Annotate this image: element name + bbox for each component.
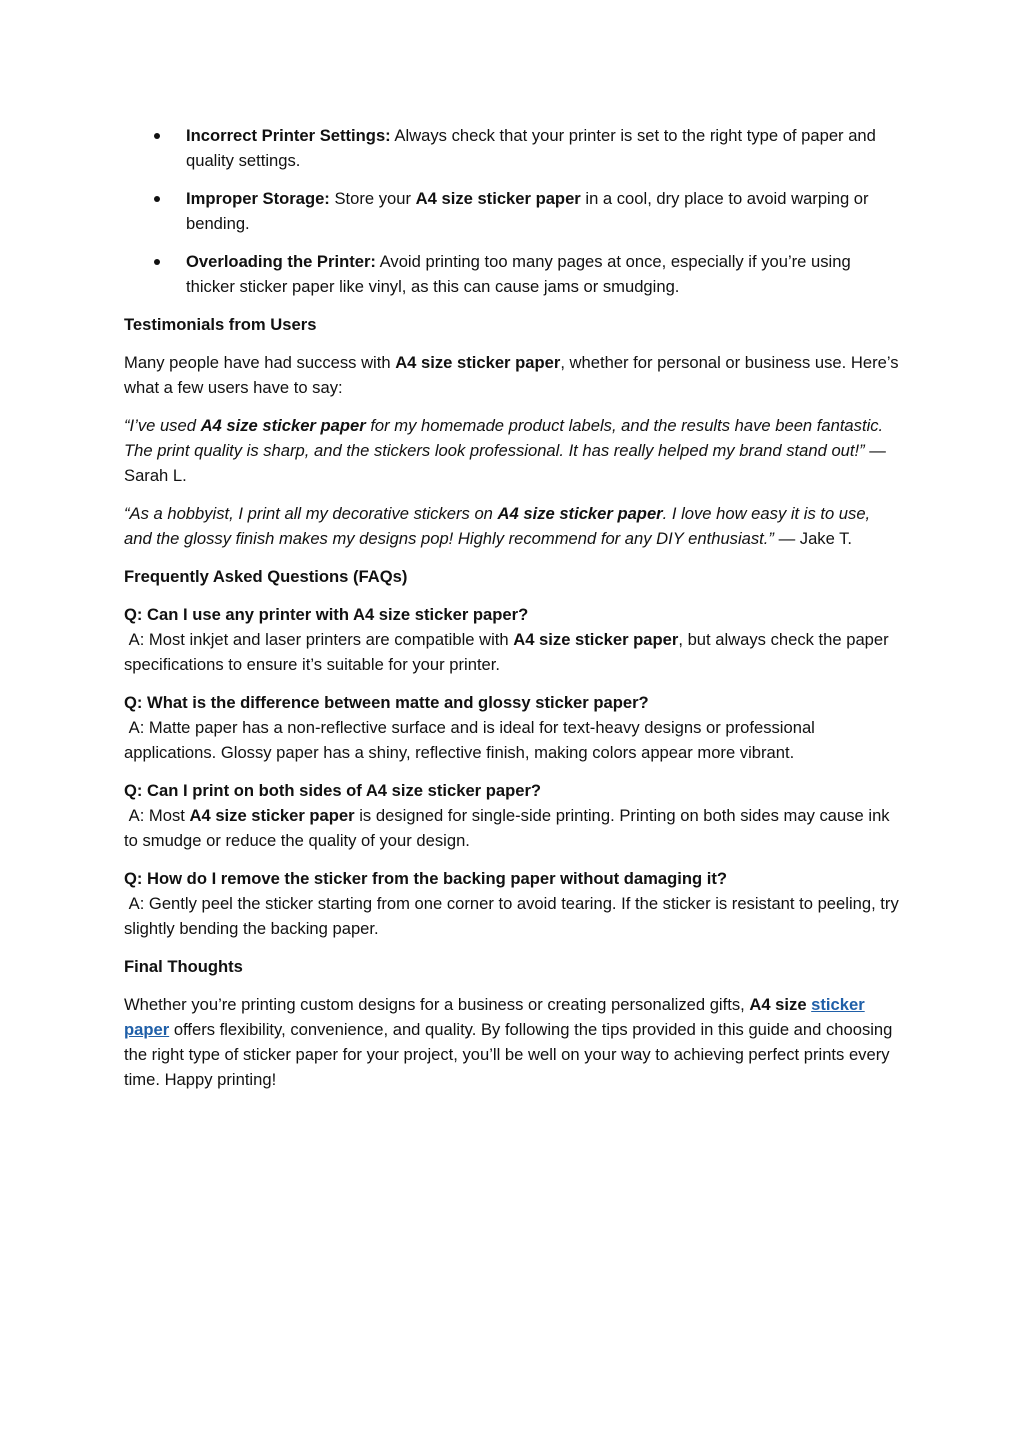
list-item — [124, 186, 899, 236]
answer-text: A: Most — [128, 806, 185, 825]
bullet-title: Overloading the Printer: — [186, 252, 376, 271]
faq-question: Q: Can I print on both sides of A4 size sticker paper? — [124, 781, 542, 800]
answer-bold: A4 size sticker paper — [189, 806, 355, 825]
answer-bold: A4 size sticker paper — [513, 630, 679, 649]
faq-heading: Frequently Asked Questions (FAQs) — [124, 567, 408, 586]
quote-bold: A4 size sticker paper — [200, 416, 366, 435]
list-item — [124, 249, 899, 299]
testimonials-heading: Testimonials from Users — [124, 315, 317, 334]
answer-text: , but always check the paper specifications to ensure it’s suitable for your printer. — [124, 630, 889, 674]
bullet-icon — [154, 133, 160, 139]
testimonial-quote — [124, 501, 899, 551]
testimonials-intro — [124, 350, 899, 400]
quote-text: “As a hobbyist, I print all my decorative stickers on — [124, 504, 493, 523]
bullet-text: in a cool, dry place to avoid warping or bending. — [186, 189, 869, 233]
bullet-title: Improper Storage: — [186, 189, 330, 208]
quote-text: “I’ve used — [124, 416, 196, 435]
answer-text: A: Gently peel the sticker starting from one corner to avoid tearing. If the sticker is resistant to peeling, try slightly bending the backing paper. — [124, 894, 899, 938]
final-text: Whether you’re printing custom designs for a business or creating personalized gifts, — [124, 995, 745, 1014]
faq-item — [124, 778, 899, 853]
final-text: offers flexibility, convenience, and quality. By following the tips provided in this guide and choosing the right type of sticker paper for your project, you’ll be well on your way to achieving perfect prints every time. Happy printing! — [124, 1020, 893, 1089]
faq-question: Q: Can I use any printer with A4 size sticker paper? — [124, 605, 529, 624]
sticker-paper-link[interactable]: sticker paper — [124, 995, 865, 1039]
faq-question: Q: How do I remove the sticker from the backing paper without damaging it? — [124, 869, 727, 888]
answer-text: A: Most inkjet and laser printers are compatible with — [128, 630, 509, 649]
final-heading: Final Thoughts — [124, 957, 243, 976]
answer-text: is designed for single-side printing. Printing on both sides may cause ink to smudge or reduce the quality of your design. — [124, 806, 890, 850]
faq-item — [124, 602, 899, 677]
final-paragraph — [124, 992, 899, 1092]
quote-author: — Sarah L. — [124, 441, 886, 485]
faq-answer — [124, 803, 899, 853]
list-item — [124, 123, 899, 173]
bullet-bold: A4 size sticker paper — [415, 189, 581, 208]
faq-question: Q: What is the difference between matte and glossy sticker paper? — [124, 693, 649, 712]
bullet-title: Incorrect Printer Settings: — [186, 126, 391, 145]
quote-text: . I love how easy it is to use, and the glossy finish makes my designs pop! Highly recommend for any DIY enthusiast.” — [124, 504, 871, 548]
final-bold: A4 size — [749, 995, 807, 1014]
faq-answer — [124, 627, 899, 677]
tips-list — [124, 123, 899, 299]
bullet-text: Always check that your printer is set to the right type of paper and quality settings. — [186, 126, 876, 170]
faq-item — [124, 690, 899, 765]
quote-text: for my homemade product labels, and the results have been fantastic. The print quality is sharp, and the stickers look professional. It has really helped my brand stand out!” — [124, 416, 884, 460]
testimonial-quote — [124, 413, 899, 488]
intro-text: Many people have had success with — [124, 353, 391, 372]
intro-bold: A4 size sticker paper — [395, 353, 561, 372]
faq-answer — [124, 891, 899, 941]
faq-answer — [124, 715, 899, 765]
bullet-icon — [154, 259, 160, 265]
faq-item — [124, 866, 899, 941]
answer-text: A: Matte paper has a non-reflective surface and is ideal for text-heavy designs or professional applications. Glossy paper has a shiny, reflective finish, making colors appear more vibrant. — [124, 718, 815, 762]
document-page — [124, 123, 899, 1105]
bullet-icon — [154, 196, 160, 202]
quote-author: — Jake T. — [778, 529, 853, 548]
intro-text: , whether for personal or business use. Here’s what a few users have to say: — [124, 353, 899, 397]
bullet-text: Avoid printing too many pages at once, especially if you’re using thicker sticker paper like vinyl, as this can cause jams or smudging. — [186, 252, 851, 296]
quote-bold: A4 size sticker paper — [497, 504, 663, 523]
bullet-text: Store your — [334, 189, 412, 208]
